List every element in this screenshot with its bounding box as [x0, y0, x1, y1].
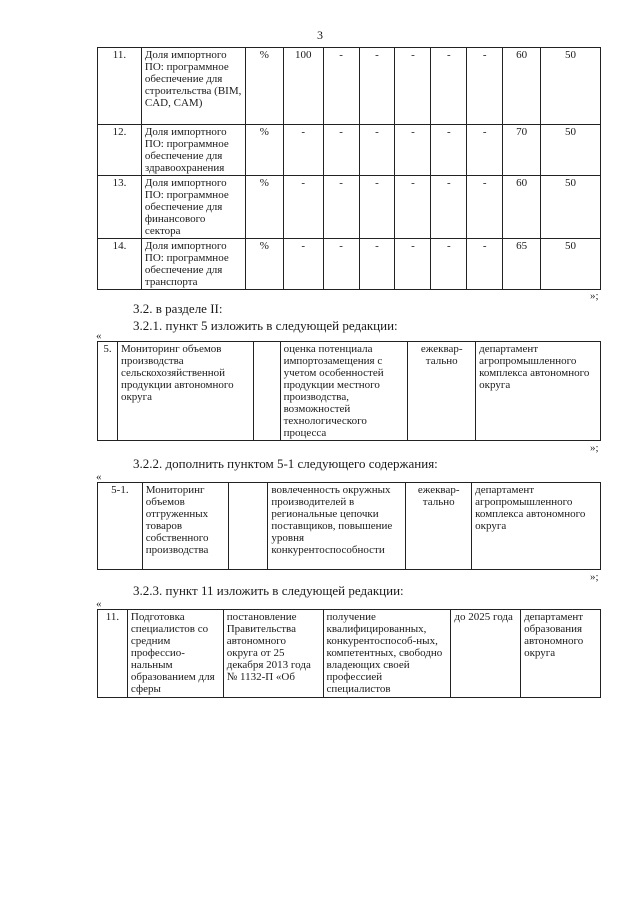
value: -	[431, 239, 467, 290]
row-number: 13.	[98, 176, 142, 239]
indicators-table	[97, 47, 601, 290]
item-5-table	[97, 341, 601, 441]
item-name: Мониторинг объемов производства сельскохозяйственной продукции автономного округа	[117, 342, 253, 441]
unit: %	[245, 176, 283, 239]
row-number: 11.	[98, 48, 142, 125]
indicator-name: Доля импортного ПО: программное обеспечение для здравоохранения	[141, 125, 245, 176]
row-number: 14.	[98, 239, 142, 290]
value: 50	[541, 48, 601, 125]
table-row	[98, 48, 601, 125]
value: 100	[283, 48, 323, 125]
empty-cell	[228, 483, 268, 570]
value: -	[431, 125, 467, 176]
value: -	[431, 176, 467, 239]
value: 70	[503, 125, 541, 176]
item-period: ежеквар-тально	[406, 483, 472, 570]
value: -	[467, 239, 503, 290]
item-basis: постановление Правительства автономного округа от 25 декабря 2013 года № 1132-П «Об	[223, 610, 323, 698]
row-number: 12.	[98, 125, 142, 176]
close-quote: »;	[590, 442, 599, 454]
item-number: 11.	[98, 610, 128, 698]
value: -	[467, 48, 503, 125]
item-number: 5.	[98, 342, 118, 441]
value: -	[283, 176, 323, 239]
open-quote: «	[96, 598, 102, 610]
table-row	[98, 239, 601, 290]
section-heading: 3.2.1. пункт 5 изложить в следующей редакции:	[133, 318, 398, 333]
table-row	[98, 176, 601, 239]
indicator-name: Доля импортного ПО: программное обеспечение для строительства (BIM, CAD, CAM)	[141, 48, 245, 125]
section-heading: 3.2. в разделе II:	[133, 301, 223, 316]
item-executor: департамент образования автономного округа	[521, 610, 601, 698]
value: -	[359, 48, 395, 125]
item-number: 5-1.	[98, 483, 143, 570]
value: 65	[503, 239, 541, 290]
section-heading: 3.2.3. пункт 11 изложить в следующей редакции:	[133, 583, 404, 598]
item-result: получение квалифицированных, конкурентоспособ-ных, компетентных, свободно владеющих своей профессией специалистов	[323, 610, 451, 698]
value: 60	[503, 48, 541, 125]
table-row	[98, 483, 601, 570]
value: -	[395, 48, 431, 125]
value: -	[323, 125, 359, 176]
table-row	[98, 610, 601, 698]
value: 60	[503, 176, 541, 239]
item-executor: департамент агропромышленного комплекса автономного округа	[472, 483, 601, 570]
section-heading: 3.2.2. дополнить пунктом 5-1 следующего содержания:	[133, 456, 438, 471]
value: -	[431, 48, 467, 125]
value: -	[395, 125, 431, 176]
item-result: вовлеченность окружных производителей в региональные цепочки поставщиков, повышение уровня конкурентоспособности	[268, 483, 406, 570]
table-row	[98, 342, 601, 441]
item-11-table	[97, 609, 601, 698]
page-number: 3	[317, 28, 323, 42]
item-executor: департамент агропромышленного комплекса автономного округа	[476, 342, 601, 441]
item-5-1-table	[97, 482, 601, 570]
value: 50	[541, 125, 601, 176]
unit: %	[245, 239, 283, 290]
item-result: оценка потенциала импортозамещения с учетом особенностей продукции местного производства, возможностей технологического процесса	[280, 342, 408, 441]
open-quote: «	[96, 471, 102, 483]
close-quote: »;	[590, 571, 599, 583]
item-period: ежеквар-тально	[408, 342, 476, 441]
item-period: до 2025 года	[451, 610, 521, 698]
value: -	[283, 125, 323, 176]
value: -	[467, 125, 503, 176]
item-name: Подготовка специалистов со средним профессио-нальным образованием для сферы	[127, 610, 223, 698]
value: -	[323, 239, 359, 290]
empty-cell	[253, 342, 280, 441]
close-quote: »;	[590, 290, 599, 302]
value: -	[283, 239, 323, 290]
open-quote: «	[96, 330, 102, 342]
value: -	[323, 176, 359, 239]
value: 50	[541, 239, 601, 290]
indicator-name: Доля импортного ПО: программное обеспечение для транспорта	[141, 239, 245, 290]
indicator-name: Доля импортного ПО: программное обеспечение для финансового сектора	[141, 176, 245, 239]
unit: %	[245, 48, 283, 125]
value: -	[395, 239, 431, 290]
value: 50	[541, 176, 601, 239]
item-name: Мониторинг объемов отгруженных товаров собственного производства	[142, 483, 228, 570]
value: -	[395, 176, 431, 239]
value: -	[359, 125, 395, 176]
value: -	[359, 176, 395, 239]
value: -	[359, 239, 395, 290]
unit: %	[245, 125, 283, 176]
value: -	[323, 48, 359, 125]
table-row	[98, 125, 601, 176]
value: -	[467, 176, 503, 239]
